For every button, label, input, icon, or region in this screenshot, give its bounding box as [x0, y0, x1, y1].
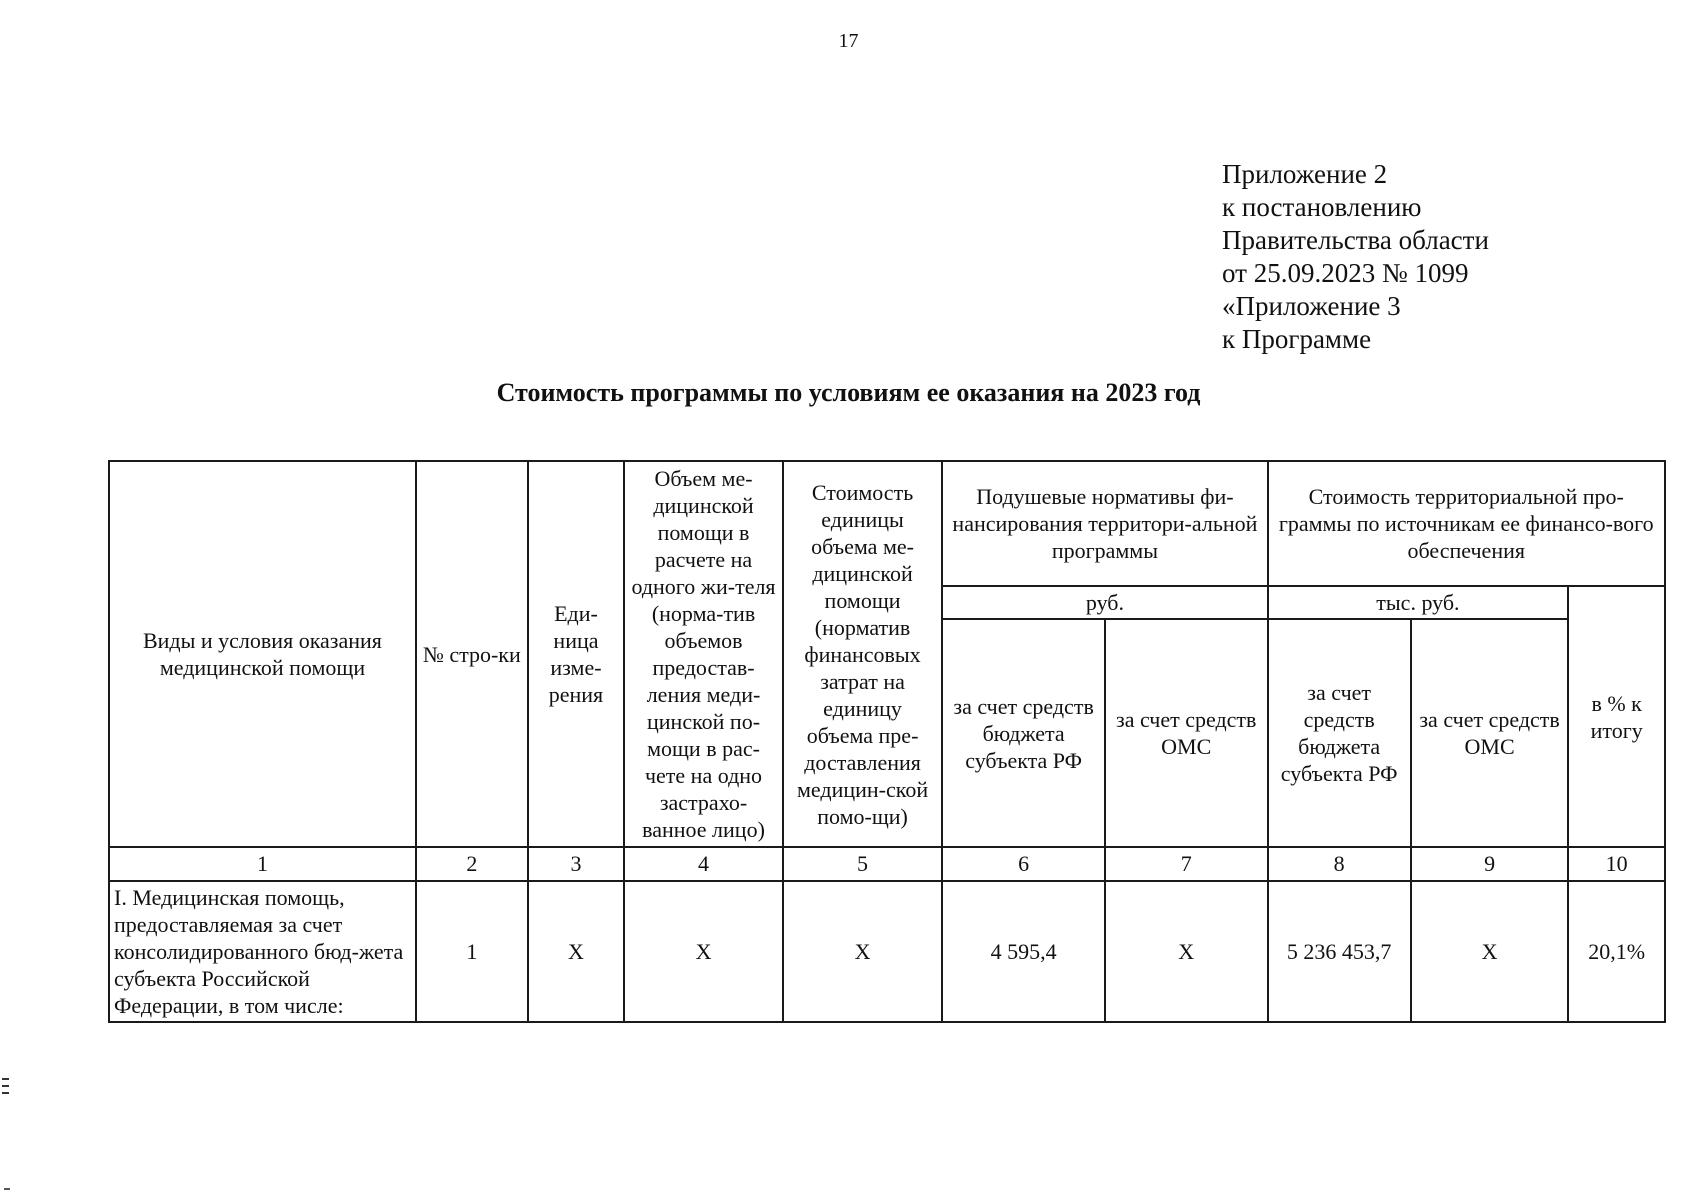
- header-unit-thousand-rub: тыс. руб.: [1268, 586, 1569, 619]
- header-types: Виды и условия оказания медицинской помощи: [109, 461, 416, 847]
- column-number: 7: [1105, 847, 1268, 881]
- header-cost-oms: за счет средств ОМС: [1411, 619, 1569, 847]
- row-unit: Х: [528, 881, 625, 1022]
- header-per-capita-budget: за счет средств бюджета субъекта РФ: [942, 619, 1105, 847]
- column-number: 1: [109, 847, 416, 881]
- column-number: 5: [783, 847, 943, 881]
- scan-margin-mark: [2, 1078, 9, 1099]
- appendix-line: от 25.09.2023 № 1099: [1222, 258, 1469, 288]
- row-name: I. Медицинская помощь, предоставляемая за счет консолидированного бюд-жета субъекта Российской Федерации, в том числе:: [109, 881, 416, 1022]
- row-cost-oms: Х: [1411, 881, 1569, 1022]
- scan-margin-dash: [4, 1188, 10, 1190]
- header-per-capita-group: Подушевые нормативы фи-нансирования территори-альной программы: [942, 461, 1267, 586]
- document-title: Стоимость программы по условиям ее оказания на 2023 год: [496, 378, 1201, 407]
- header-line-number: № стро-ки: [416, 461, 528, 847]
- cost-table: [108, 460, 1666, 1023]
- column-number: 2: [416, 847, 528, 881]
- row-volume: Х: [624, 881, 783, 1022]
- header-unit-rub: руб.: [942, 586, 1267, 619]
- column-number-row: [109, 847, 1665, 881]
- row-per-capita-budget: 4 595,4: [942, 881, 1105, 1022]
- appendix-block: [1222, 158, 1489, 356]
- row-unit-cost: Х: [783, 881, 943, 1022]
- page-number: 17: [838, 30, 859, 52]
- column-number: 8: [1268, 847, 1411, 881]
- header-percent: в % к итогу: [1568, 586, 1665, 847]
- appendix-line: к Программе: [1222, 324, 1372, 354]
- row-cost-budget: 5 236 453,7: [1268, 881, 1411, 1022]
- header-cost-budget: за счет средств бюджета субъекта РФ: [1268, 619, 1411, 847]
- appendix-line: «Приложение 3: [1222, 291, 1401, 321]
- appendix-line: к постановлению: [1222, 192, 1422, 222]
- column-number: 3: [528, 847, 625, 881]
- header-cost-group: Стоимость территориальной про-граммы по источникам ее финансо-вого обеспечения: [1268, 461, 1665, 586]
- header-volume: Объем ме-дицинской помощи в расчете на одного жи-теля (норма-тив объемов предостав-ления меди-цинской по-мощи в рас-чете на одно застрахо-ванное лицо): [624, 461, 783, 847]
- column-number: 10: [1568, 847, 1665, 881]
- header-per-capita-oms: за счет средств ОМС: [1105, 619, 1268, 847]
- column-number: 9: [1411, 847, 1569, 881]
- row-line-number: 1: [416, 881, 528, 1022]
- header-unit: Еди-ница изме-рения: [528, 461, 625, 847]
- row-percent: 20,1%: [1568, 881, 1665, 1022]
- row-per-capita-oms: Х: [1105, 881, 1268, 1022]
- appendix-line: Правительства области: [1222, 225, 1489, 255]
- header-unit-cost: Стоимость единицы объема ме-дицинской помощи (норматив финансовых затрат на единицу объема пре-доставления медицин-ской помо-щи): [783, 461, 943, 847]
- column-number: 4: [624, 847, 783, 881]
- appendix-line: Приложение 2: [1222, 159, 1388, 189]
- table-row: [109, 881, 1665, 1022]
- column-number: 6: [942, 847, 1105, 881]
